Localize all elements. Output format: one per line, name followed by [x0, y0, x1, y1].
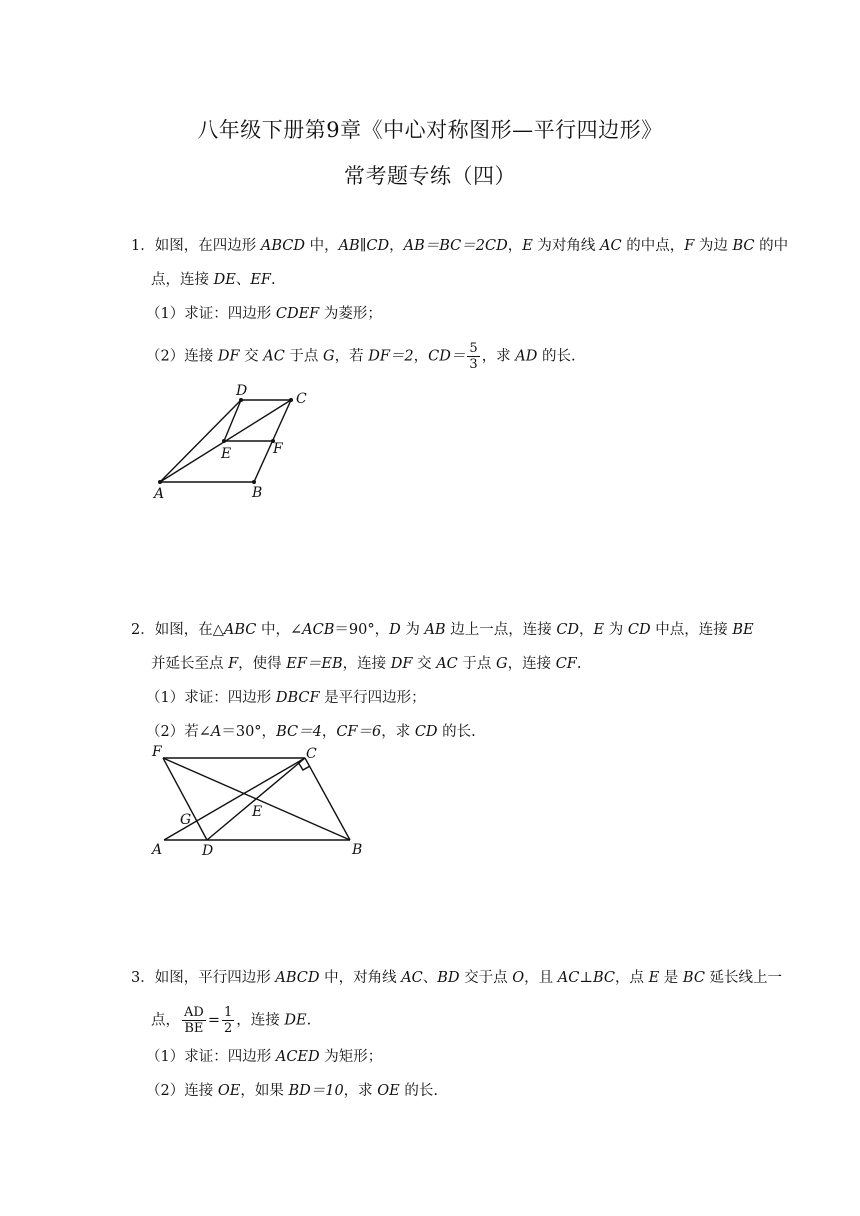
q2-line1: 2．如图，在△ABC 中，∠ACB＝90°，D 为 AB 边上一点，连接 CD，E 为 CD 中点，连接 BE [131, 622, 754, 638]
fig2-label-b: B [352, 842, 363, 858]
page-subtitle: 常考题专练（四） [344, 164, 516, 188]
fraction-5-3: $\frac{5}{3}$ [469, 341, 478, 372]
fig1-label-e: E [221, 446, 232, 462]
page-title: 八年级下册第9章《中心对称图形—平行四边形》 [197, 118, 663, 142]
fig1-label-d: D [236, 383, 248, 399]
q1-part2: （2）连接 DF 交 AC 于点 G，若 DF＝2，CD＝ $\frac{5}{3}$ ，求 AD 的长. [146, 341, 576, 372]
q1-line2: 点，连接 DE、EF. [151, 272, 276, 288]
fig2-label-g: G [180, 812, 192, 828]
q2-line2: 并延长至点 F，使得 EF＝EB，连接 DF 交 AC 于点 G，连接 CF. [151, 656, 582, 672]
fig2-label-c: C [306, 746, 317, 762]
q3-part2: （2）连接 OE，如果 BD＝10，求 OE 的长. [146, 1083, 438, 1099]
q2-part1: （1）求证：四边形 DBCF 是平行四边形； [146, 690, 426, 706]
q3-line2: 点， $\frac{AD}{BE}$ = $\frac{1}{2}$ ，连接 DE. [151, 1005, 312, 1036]
q1-line1: 1．如图，在四边形 ABCD 中，AB∥CD，AB＝BC＝2CD，E 为对角线 AC 的中点，F 为边 BC 的中 [131, 238, 789, 254]
q1-part1: （1）求证：四边形 CDEF 为菱形； [146, 306, 382, 322]
fig1-label-f: F [273, 441, 283, 457]
fig2-label-e: E [252, 804, 263, 820]
fig2-label-a: A [152, 842, 163, 858]
q3-line1: 3．如图，平行四边形 ABCD 中，对角线 AC、BD 交于点 O，且 AC⊥BC，点 E 是 BC 延长线上一 [131, 970, 783, 986]
q3-part1: （1）求证：四边形 ACED 为矩形； [146, 1049, 383, 1065]
fig1-label-b: B [252, 485, 263, 501]
figure-1 [140, 378, 340, 508]
fig1-label-c: C [296, 391, 307, 407]
fig1-label-a: A [154, 486, 165, 502]
q2-part2: （2）若∠A＝30°，BC＝4，CF＝6，求 CD 的长. [146, 724, 476, 740]
figure-2 [140, 742, 380, 862]
fraction-1-2: $\frac{1}{2}$ [223, 1005, 233, 1036]
fig2-label-d: D [202, 843, 214, 859]
fig2-label-f: F [152, 744, 162, 760]
fraction-ad-be: $\frac{AD}{BE}$ [184, 1005, 204, 1036]
